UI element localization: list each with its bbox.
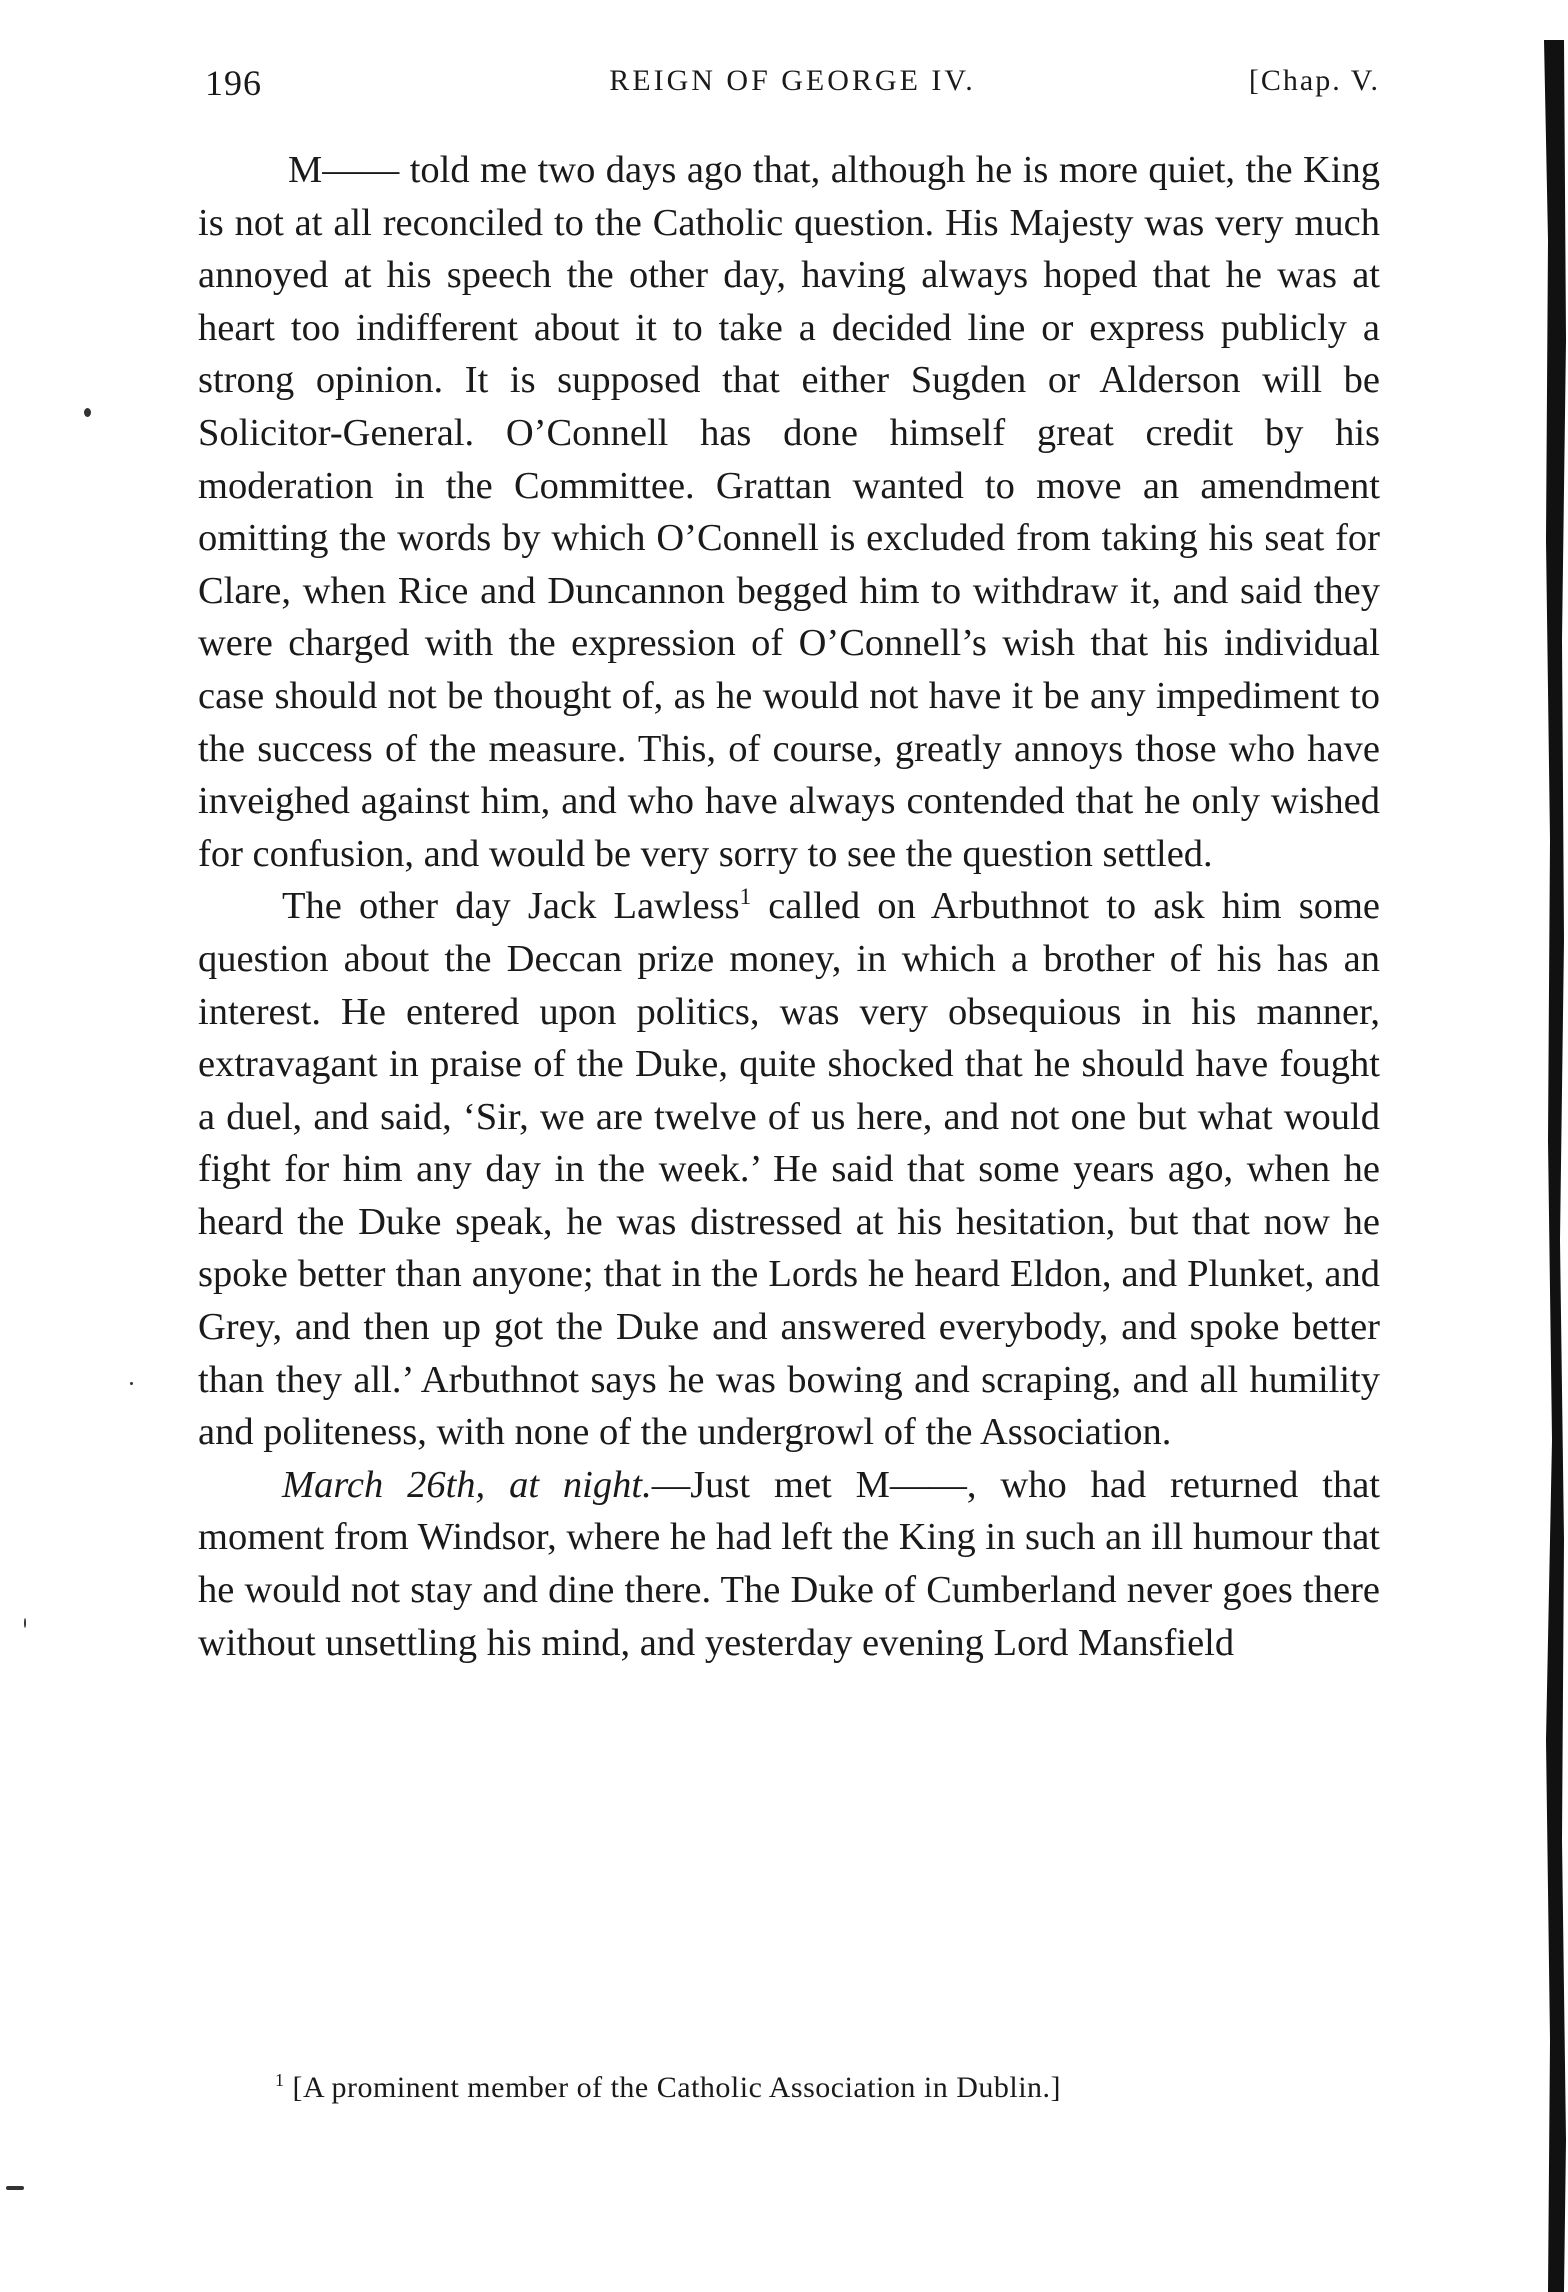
paragraph-2-rest: called on Arbuthnot to ask him some question about the Deccan prize money, in which a brother of his has an interest. He entered upon politics, was very obsequious in his manner, extravagant in praise of the Duke, quite shocked that he should have fought a duel, and said, ‘Sir, we are twelve of us here, and not one but what would fight for him any day in the week.’ He said that some years ago, when he heard the Duke speak, he was distressed at his hesitation, but that now he spoke better than anyone; that in the Lords he heard Eldon, and Plunket, and Grey, and then up got the Duke and answered everybody, and spoke better than they all.’ Arbuthnot says he was bowing and scraping, and all humility and politeness, with none of the undergrowl of the Association. bbox=[198, 885, 1380, 1454]
footnote-reference: 1 bbox=[739, 883, 752, 910]
chapter-label: [Chap. V. bbox=[1248, 64, 1380, 97]
page-header bbox=[205, 62, 1380, 112]
binding-edge-shadow bbox=[1544, 40, 1566, 2292]
page-number: 196 bbox=[205, 63, 262, 103]
page-binding-edge bbox=[1524, 40, 1568, 2292]
margin-mark bbox=[130, 1382, 133, 1385]
dateline: March 26th, at night. bbox=[282, 1463, 652, 1506]
main-text bbox=[198, 144, 1380, 1669]
paragraph-1: M—— told me two days ago that, although he is more quiet, the King is not at all reconciled to the Catholic question. His Majesty was very much annoyed at his speech the other day, having always hoped that he was at heart too indifferent about it to take a decided line or express publicly a strong opinion. It is supposed that either Sugden or Alderson will be Solicitor-General. O’Connell has done himself great credit by his moderation in the Committee. Grattan wanted to move an amendment omitting the words by which O’Connell is excluded from taking his seat for Clare, when Rice and Duncannon begged him to withdraw it, and said they were charged with the expression of O’Connell’s wish that his individual case should not be thought of, as he would not have it be any impediment to the success of the measure. This, of course, greatly annoys those who have inveighed against him, and who have always contended that he only wished for confusion, and would be very sorry to see the question settled. bbox=[198, 149, 1380, 875]
paragraph-3 bbox=[198, 1459, 1380, 1669]
footnote-mark: 1 bbox=[275, 2070, 285, 2090]
running-title: REIGN OF GEORGE IV. bbox=[609, 64, 976, 97]
margin-mark bbox=[6, 2186, 24, 2190]
margin-mark bbox=[24, 1618, 26, 1628]
footnote-text: [A prominent member of the Catholic Association in Dublin.] bbox=[292, 2071, 1062, 2104]
margin-mark bbox=[84, 408, 91, 417]
footnote bbox=[275, 2068, 1385, 2108]
paragraph-2-start: The other day Jack Lawless bbox=[282, 885, 740, 928]
paragraph-2 bbox=[198, 880, 1380, 1459]
paragraph-3-text: —Just met M——, who had returned that moment from Windsor, where he had left the King in such an ill humour that he would not stay and dine there. The Duke of Cumberland never goes there without unsettling his mind, and yesterday evening Lord Mansfield bbox=[198, 1463, 1380, 1664]
